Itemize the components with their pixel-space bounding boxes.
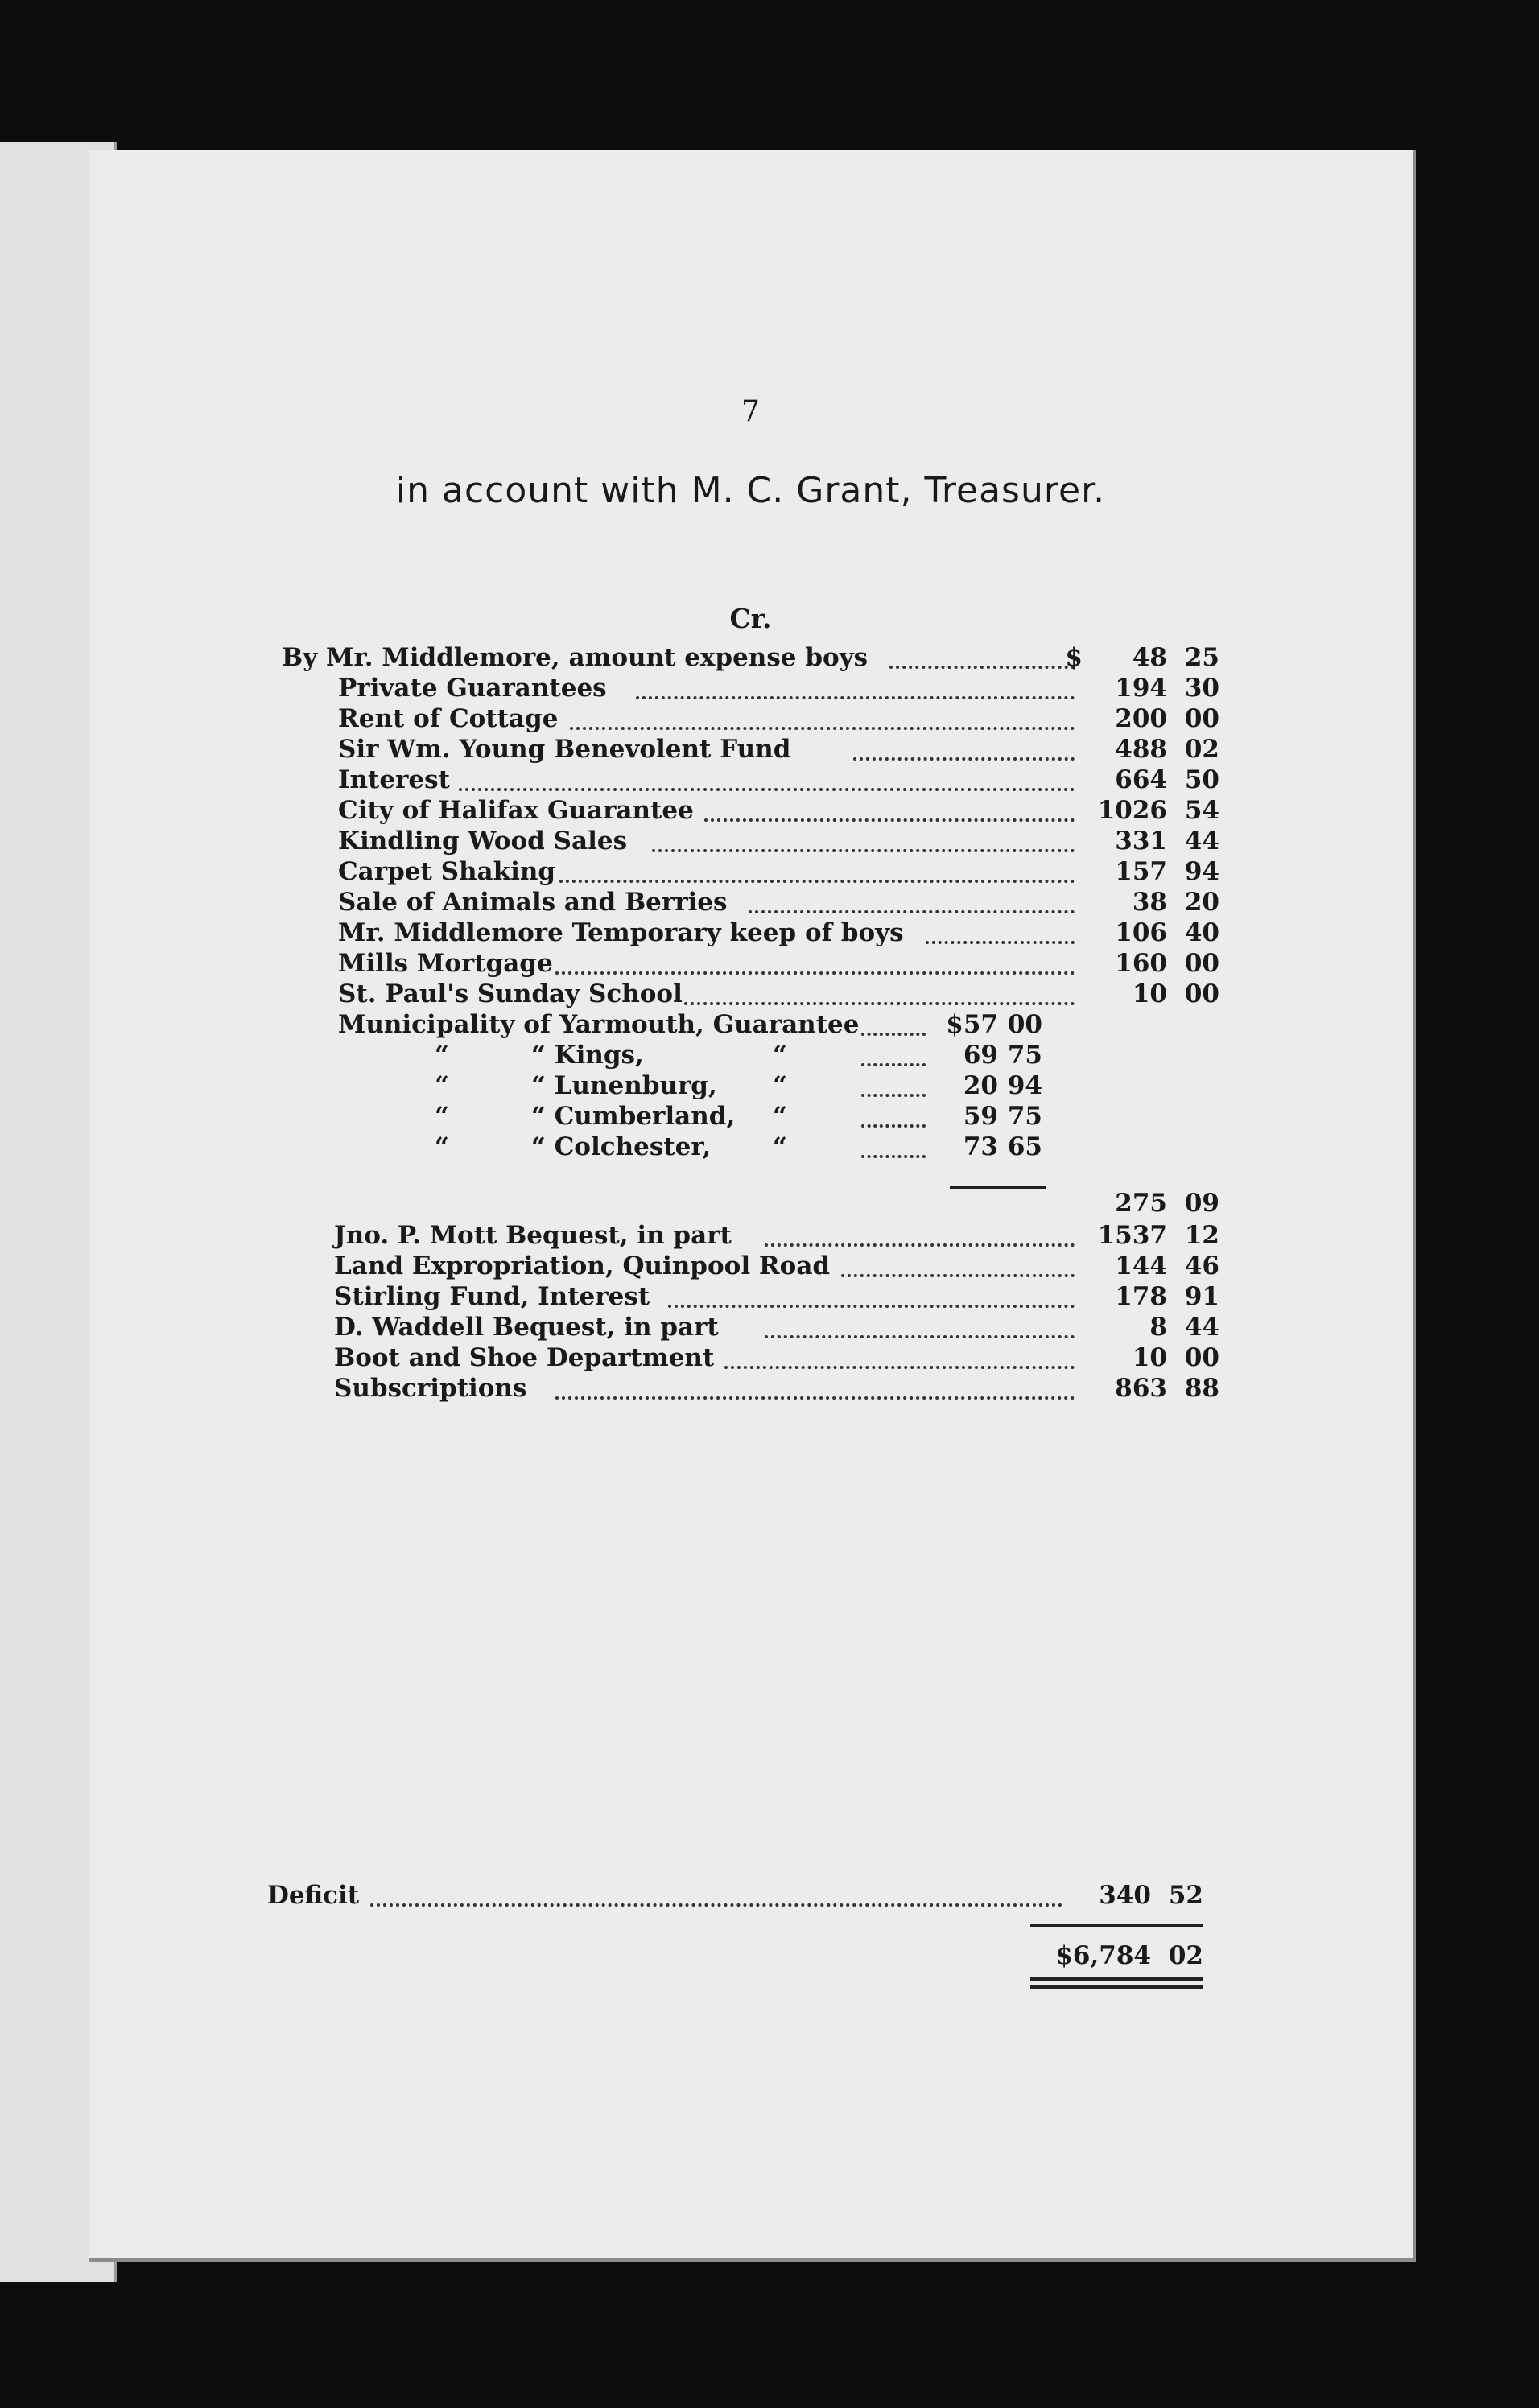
ditto-mark: “ (435, 1102, 449, 1131)
deficit-cents: 52 (1168, 1881, 1203, 1910)
subentry-dollars: 20 (963, 1071, 998, 1100)
entry-label: By Mr. Middlemore, amount expense boys (282, 643, 869, 672)
entry-cents: 30 (1184, 674, 1219, 703)
dot-leader (861, 1123, 926, 1128)
entry-cents: 94 (1184, 857, 1219, 886)
entry-label: Carpet Shaking (338, 857, 556, 886)
entry-cents: 40 (1184, 918, 1219, 947)
entry-cents: 12 (1184, 1221, 1219, 1250)
entry-label: Mr. Middlemore Temporary keep of boys (338, 918, 904, 947)
subentry-label: “ Cumberland, (531, 1102, 736, 1131)
entry-dollars: 48 (1132, 643, 1167, 672)
dot-leader (861, 1062, 926, 1066)
entry-dollars: 194 (1115, 674, 1167, 703)
dot-leader (861, 1153, 926, 1158)
subentry-dollars: 59 (963, 1102, 998, 1131)
subentry-label: “ Lunenburg, (531, 1071, 717, 1100)
ditto-mark: “ (773, 1132, 787, 1161)
entry-label: Sale of Animals and Berries (338, 888, 728, 917)
dot-leader (926, 939, 1075, 944)
entry-dollars: 200 (1115, 704, 1167, 733)
entry-dollars: 488 (1115, 735, 1167, 764)
entry-label: D. Waddell Bequest, in part (334, 1313, 719, 1342)
total-double-rule-lower (1030, 1985, 1203, 1989)
entry-label: Sir Wm. Young Benevolent Fund (338, 735, 791, 764)
currency-sign: $ (1065, 643, 1083, 672)
ditto-mark: “ (773, 1071, 787, 1100)
entry-label: Mills Mortgage (338, 949, 553, 978)
grand-total-cents: 02 (1168, 1941, 1203, 1970)
entry-label: St. Paul's Sunday School (338, 979, 683, 1008)
entry-label: City of Halifax Guarantee (338, 796, 694, 825)
entry-cents: 46 (1184, 1251, 1219, 1280)
dot-leader (459, 786, 1075, 791)
entry-label: Rent of Cottage (338, 704, 559, 733)
entry-cents: 20 (1184, 888, 1219, 917)
dot-leader (636, 695, 1075, 699)
entry-label: Kindling Wood Sales (338, 827, 628, 856)
entry-dollars: 275 (1115, 1189, 1167, 1218)
entry-cents: 88 (1184, 1374, 1219, 1403)
entry-dollars: 178 (1115, 1282, 1167, 1311)
entry-dollars: 144 (1115, 1251, 1167, 1280)
entry-cents: 44 (1184, 1313, 1219, 1342)
ditto-mark: “ (435, 1132, 449, 1161)
total-top-rule (1030, 1924, 1203, 1927)
entry-cents: 25 (1184, 643, 1219, 672)
entry-label: Stirling Fund, Interest (334, 1282, 650, 1311)
subentry-cents: 94 (1007, 1071, 1042, 1100)
entry-cents: 00 (1184, 704, 1219, 733)
entry-label: Jno. P. Mott Bequest, in part (334, 1221, 732, 1250)
total-double-rule-upper (1030, 1977, 1203, 1981)
grand-total-dollars: $6,784 (1055, 1941, 1151, 1970)
dot-leader (555, 1395, 1075, 1400)
subentry-label: “ Colchester, (531, 1132, 712, 1161)
dot-leader (555, 970, 1075, 975)
dot-leader (724, 1364, 1075, 1369)
deficit-dollars: 340 (1099, 1881, 1151, 1910)
deficit-label: Deficit (267, 1881, 360, 1910)
entry-label: Subscriptions (334, 1374, 527, 1403)
dot-leader (861, 1031, 926, 1036)
entry-cents: 00 (1184, 949, 1219, 978)
entry-label: Land Expropriation, Quinpool Road (334, 1251, 831, 1280)
dot-leader (749, 909, 1075, 913)
page-number: 7 (741, 395, 760, 428)
entry-label: Private Guarantees (338, 674, 607, 703)
entry-dollars: 1537 (1097, 1221, 1167, 1250)
subentry-dollars: 69 (963, 1041, 998, 1070)
dot-leader (765, 1242, 1075, 1247)
entry-label: Interest (338, 765, 450, 794)
dot-leader (570, 725, 1075, 730)
ditto-mark: “ (435, 1071, 449, 1100)
dot-leader (861, 1092, 926, 1097)
entry-dollars: 10 (1132, 979, 1167, 1008)
subentry-cents: 65 (1007, 1132, 1042, 1161)
dot-leader (889, 664, 1075, 669)
entry-dollars: 1026 (1097, 796, 1167, 825)
entry-dollars: 331 (1115, 827, 1167, 856)
subentry-dollars: $57 (946, 1010, 998, 1039)
entry-dollars: 863 (1115, 1374, 1167, 1403)
subentry-label: “ Kings, (531, 1041, 644, 1070)
dot-leader (853, 756, 1075, 761)
entry-dollars: 664 (1115, 765, 1167, 794)
ditto-mark: “ (773, 1041, 787, 1070)
ditto-mark: “ (773, 1102, 787, 1131)
subentry-cents: 00 (1007, 1010, 1042, 1039)
entry-cents: 44 (1184, 827, 1219, 856)
dot-leader (765, 1334, 1075, 1338)
entry-dollars: 38 (1132, 888, 1167, 917)
entry-cents: 91 (1184, 1282, 1219, 1311)
ledger-page (89, 150, 1416, 2262)
entry-dollars: 8 (1149, 1313, 1167, 1342)
entry-label: Boot and Shoe Department (334, 1343, 715, 1372)
entry-label: Municipality of Yarmouth, Guarantee (338, 1010, 860, 1039)
dot-leader (668, 1303, 1075, 1308)
entry-cents: 50 (1184, 765, 1219, 794)
page-heading: in account with M. C. Grant, Treasurer. (395, 470, 1106, 511)
credit-column-label: Cr. (729, 603, 772, 634)
entry-cents: 02 (1184, 735, 1219, 764)
subentry-dollars: 73 (963, 1132, 998, 1161)
entry-dollars: 10 (1132, 1343, 1167, 1372)
entry-dollars: 160 (1115, 949, 1167, 978)
ditto-mark: “ (435, 1041, 449, 1070)
entry-cents: 54 (1184, 796, 1219, 825)
entry-cents: 00 (1184, 979, 1219, 1008)
dot-leader (684, 1000, 1075, 1005)
subentry-cents: 75 (1007, 1041, 1042, 1070)
dot-leader (370, 1902, 1062, 1907)
dot-leader (704, 817, 1075, 822)
entry-cents: 09 (1184, 1189, 1219, 1218)
entry-dollars: 106 (1115, 918, 1167, 947)
dot-leader (652, 847, 1075, 852)
entry-dollars: 157 (1115, 857, 1167, 886)
subtotal-rule (950, 1186, 1046, 1189)
entry-cents: 00 (1184, 1343, 1219, 1372)
subentry-cents: 75 (1007, 1102, 1042, 1131)
dot-leader (841, 1272, 1075, 1277)
dot-leader (559, 878, 1075, 883)
